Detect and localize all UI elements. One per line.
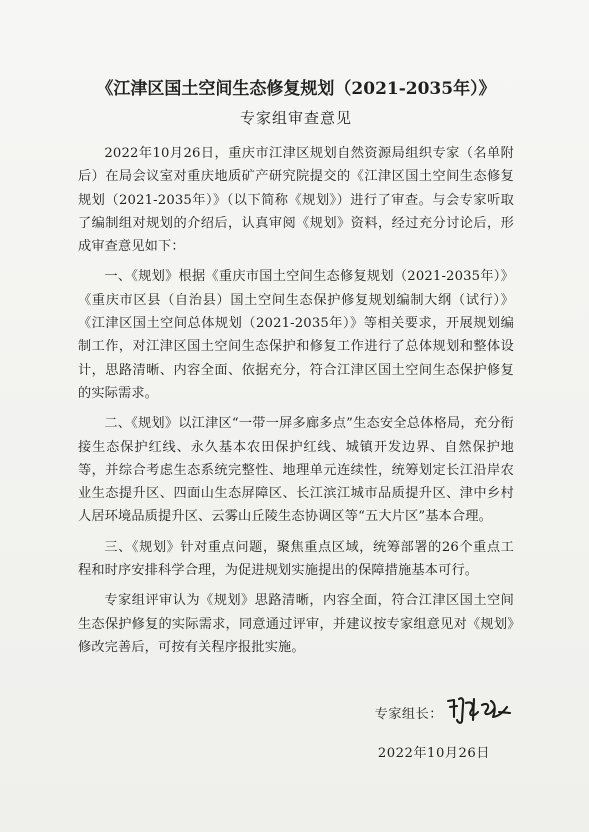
- conclusion-paragraph: 专家组评审认为《规划》思路清晰，内容全面，符合江津区国土空间生态保护修复的实际需求，同意通过评审，并建议按专家组意见对《规划》修改完善后，可按有关程序报批实施。: [78, 593, 514, 655]
- opinion-paragraph-3: 三、《规划》针对重点问题，聚焦重点区域，统筹部署的26个重点工程和时序安排科学合理，为促进规划实施提出的保障措施基本可行。: [78, 539, 514, 579]
- document-subtitle: 专家组审查意见: [239, 109, 352, 127]
- document-title: 《江津区国土空间生态修复规划（2021-2035年）》: [96, 79, 496, 99]
- document-body: [78, 142, 514, 659]
- handwritten-signature: [444, 693, 514, 727]
- signature-label: 专家组长：: [374, 707, 443, 722]
- document-date: 2022年10月26日: [377, 746, 490, 761]
- signature-row: [0, 697, 589, 729]
- opinion-paragraph-1: 一、《规划》根据《重庆市国土空间生态修复规划（2021-2035年）》《重庆市区县（自治县）国土空间生态保护修复规划编制大纲（试行）》《江津区国土空间总体规划（2021-2035年）》等相关要求，开展规划编制工作，对江津区国土空间生态保护和修复工作进行了总体规划和整体设计，思路清晰、内容全面、依据充分，符合江津区国土空间生态保护修复的实际需求。: [78, 269, 514, 401]
- opinion-paragraph-2: 二、《规划》以江津区“一带一屏多廊多点”生态安全总体格局，充分衔接生态保护红线、永久基本农田保护红线、城镇开发边界、自然保护地等，并综合考虑生态系统完整性、地理单元连续性，统筹划定长江沿岸农业生态提升区、四面山生态屏障区、长江滨江城市品质提升区、津中乡村人居环境品质提升区、云雾山丘陵生态协调区等“五大片区”基本合理。: [78, 416, 514, 525]
- intro-paragraph: 2022年10月26日，重庆市江津区规划自然资源局组织专家（名单附后）在局会议室对重庆地质矿产研究院提交的《江津区国土空间生态修复规划（2021-2035年）》（以下简称《规划》）进行了审查。与会专家听取了编制组对规划的介绍后，认真审阅《规划》资料，经过充分讨论后，形成审查意见如下：: [78, 146, 514, 255]
